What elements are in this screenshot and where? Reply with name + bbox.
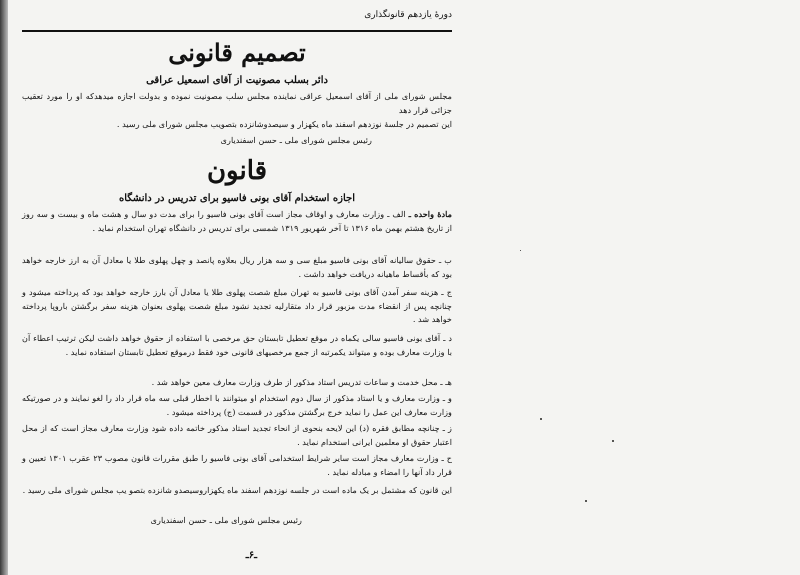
page-number: ـ۶ـ (245, 550, 257, 561)
scan-speck (585, 500, 587, 502)
law-clause-v: و ـ وزارت معارف و یا استاد مذکور از سال دوم استخدام او میتوانند با اخطار قبلی سه ماه قرار داد را لغو نمایند و در صورتیکه وزارت معارف این عمل را نماید خرج برگشتن مذکور در قسمت (ج) پرداخته میشود . (22, 393, 452, 417)
law-signature: رئیس مجلس شورای ملی ـ حسن اسفندیاری (150, 515, 302, 525)
decision-paragraph-2: این تصمیم در جلسهٔ نوزدهم اسفند ماه یکهزار و سیصدوشانزده بتصویب مجلس شورای ملی رسید . (116, 119, 452, 129)
law-title: قانون (206, 156, 268, 186)
decision-signature: رئیس مجلس شورای ملی ـ حسن اسفندیاری (220, 135, 372, 145)
article-label: مادهٔ واحده ـ (408, 209, 453, 219)
law-clause-h2: ح ـ وزارت معارف مجاز است سایر شرایط استخدامی آقای بونی فاسیو را طبق مقررات قانون مصوب ۲۳ عقرب ۱۳۰۱ تعیین و قرار داد آنها را امضاء و مبادله نماید . (22, 453, 452, 477)
law-clause-h: هـ ـ محل خدمت و ساعات تدریس استاد مذکور از طرف وزارت معارف معین خواهد شد . (151, 377, 452, 387)
scan-speck (520, 250, 521, 251)
page-content (22, 10, 452, 565)
law-subtitle: اجازه استخدام آقای بونی فاسیو برای تدریس در دانشگاه (119, 193, 355, 204)
scan-speck (612, 440, 614, 442)
law-closing: این قانون که مشتمل بر یک ماده است در جلسه نوزدهم اسفند ماه یکهزاروسیصدو شانزده بتصو یب مجلس شورای ملی رسید . (22, 485, 452, 495)
law-clause-z: ز ـ چنانچه مطابق فقره (د) این لایحه بنحوی از انحاء تجدید استاد مذکور خاتمه داده شود وزارت معارف مجاز است که از محل اعتبار حقوق او معلمین ایرانی استخدام نماید . (22, 423, 452, 447)
binding-gutter (0, 0, 8, 575)
scan-speck (540, 418, 542, 420)
decision-paragraph-1: مجلس شورای ملی از آقای اسمعیل عراقی نماینده مجلس سلب مصونیت نموده و بدولت اجازه میدهدکه او را مورد تعقیب جزائی قرار دهد (22, 91, 452, 115)
law-clause-j: ج ـ هزینه سفر آمدن آقای بونی فاسیو به تهران مبلغ شصت پهلوی طلا یا معادل آن بارز خارجه خواهد بود که پرداخته میشود و چنانچه پس از انقضاء مدت مزبور قرار داد متقارلیه تجدید نشود مبلغ شصت پهلوی بعنوان هزینه سفر برگشتن باروپا پرداخته خواهد شد . (22, 287, 452, 324)
law-clause-d: د ـ آقای بونی فاسیو سالی یکماه در موقع تعطیل تابستان حق مرخصی با استفاده از حقوق خواهد داشت لیکن ترتیب اعطاء آن با وزارت معارف بوده و میتواند یکمرتبه از جمع مرخصیهای قانونی خود فقط درموقع تعطیل تابستان استفاده نماید . (22, 333, 452, 357)
law-article (22, 208, 452, 235)
decision-title: تصمیم قانونی (168, 38, 306, 67)
article-text: الف ـ وزارت معارف و اوقاف مجاز است آقای بونی فاسیو را برای مدت دو سال و هشت ماه و بیست و سه روز از تاریخ هشتم بهمن ماه ۱۳۱۶ تا آخر شهریور ۱۳۱۹ شمسی برای تدریس در دانشگاه تهران استخدام نماید . (22, 209, 452, 233)
law-clause-b: ب ـ حقوق سالیانه آقای بونی فاسیو مبلغ سی و سه هزار ریال بعلاوه پانصد و چهل پهلوی طلا یا معادل آن به ارز خارجه خواهد بود که بأقساط ماهیانه دریافت خواهد داشت . (22, 255, 452, 279)
header-rule (22, 30, 452, 32)
running-head: دورهٔ یازدهم قانونگذاری (364, 10, 452, 20)
decision-subtitle: دائر بسلب مصونیت از آقای اسمعیل عراقی (146, 75, 328, 86)
